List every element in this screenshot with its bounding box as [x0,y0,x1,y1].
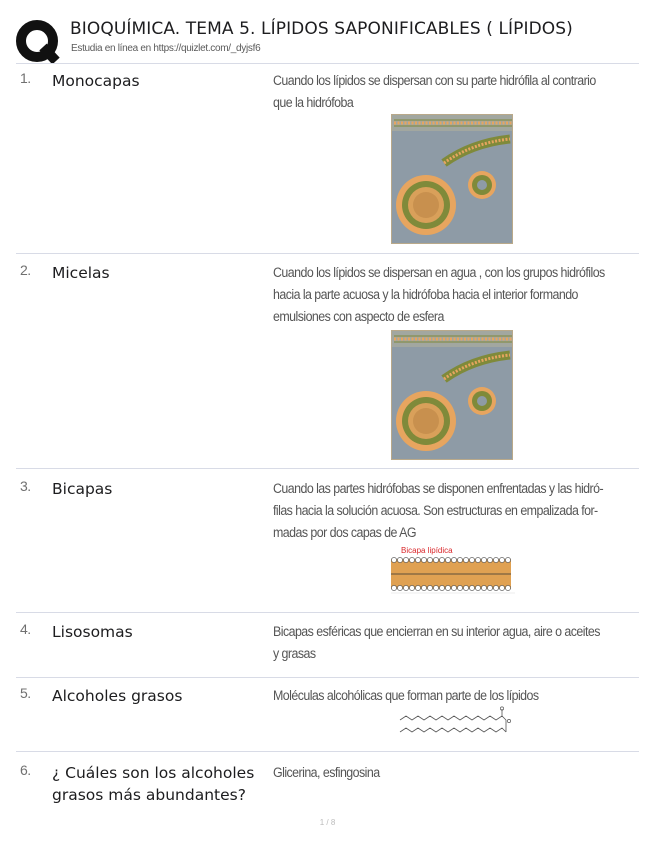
quizlet-logo-icon [16,20,60,64]
card-number: 3. [20,478,31,494]
micelle-diagram-image [391,114,513,244]
card-definition: Cuando los lípidos se dispersan en agua , con los grupos hidrófilos hacia la parte acuosa y la hidrófoba hacia el interior formando emulsiones con aspecto de esfera [273,265,605,324]
card-definition: Cuando los lípidos se dispersan con su parte hidrófila al contrario que la hidrófoba [273,73,596,110]
card-definition: Glicerina, esfingosina [273,765,380,780]
micelle-diagram-image [391,330,513,460]
card-number: 2. [20,262,31,278]
divider [16,468,639,469]
document-title: BIOQUÍMICA. TEMA 5. LÍPIDOS SAPONIFICABLES ( LÍPIDOS) [70,19,573,39]
card-number: 4. [20,621,31,637]
divider [16,751,639,752]
card-term: Monocapas [52,72,140,90]
divider [16,612,639,613]
page-header [16,14,646,58]
page-number: 1 / 8 [319,818,336,827]
card-number: 5. [20,685,31,701]
fatty-alcohol-structure-image [398,706,514,738]
card-term: ¿ Cuáles son los alcoholes grasos más abundantes? [52,764,255,804]
card-number: 6. [20,762,31,778]
image-caption: Bicapa lipídica [401,546,453,555]
card-term: Lisosomas [52,623,133,641]
divider [16,63,639,64]
card-definition: Cuando las partes hidrófobas se disponen enfrentadas y las hidró-filas hacia la solución acuosa. Son estructuras en empalizada for-madas por dos capas de AG [273,481,604,540]
document-source-link[interactable]: Estudia en línea en https://quizlet.com/_dyjsf6 [71,43,261,54]
card-term: Alcoholes grasos [52,687,183,705]
divider [16,253,639,254]
lipid-bilayer-image [387,545,515,597]
card-term: Bicapas [52,480,113,498]
divider [16,677,639,678]
card-definition: Bicapas esféricas que encierran en su interior agua, aire o aceites y grasas [273,624,600,661]
card-definition: Moléculas alcohólicas que forman parte de los lípidos [273,688,539,703]
card-term: Micelas [52,264,110,282]
card-number: 1. [20,70,31,86]
